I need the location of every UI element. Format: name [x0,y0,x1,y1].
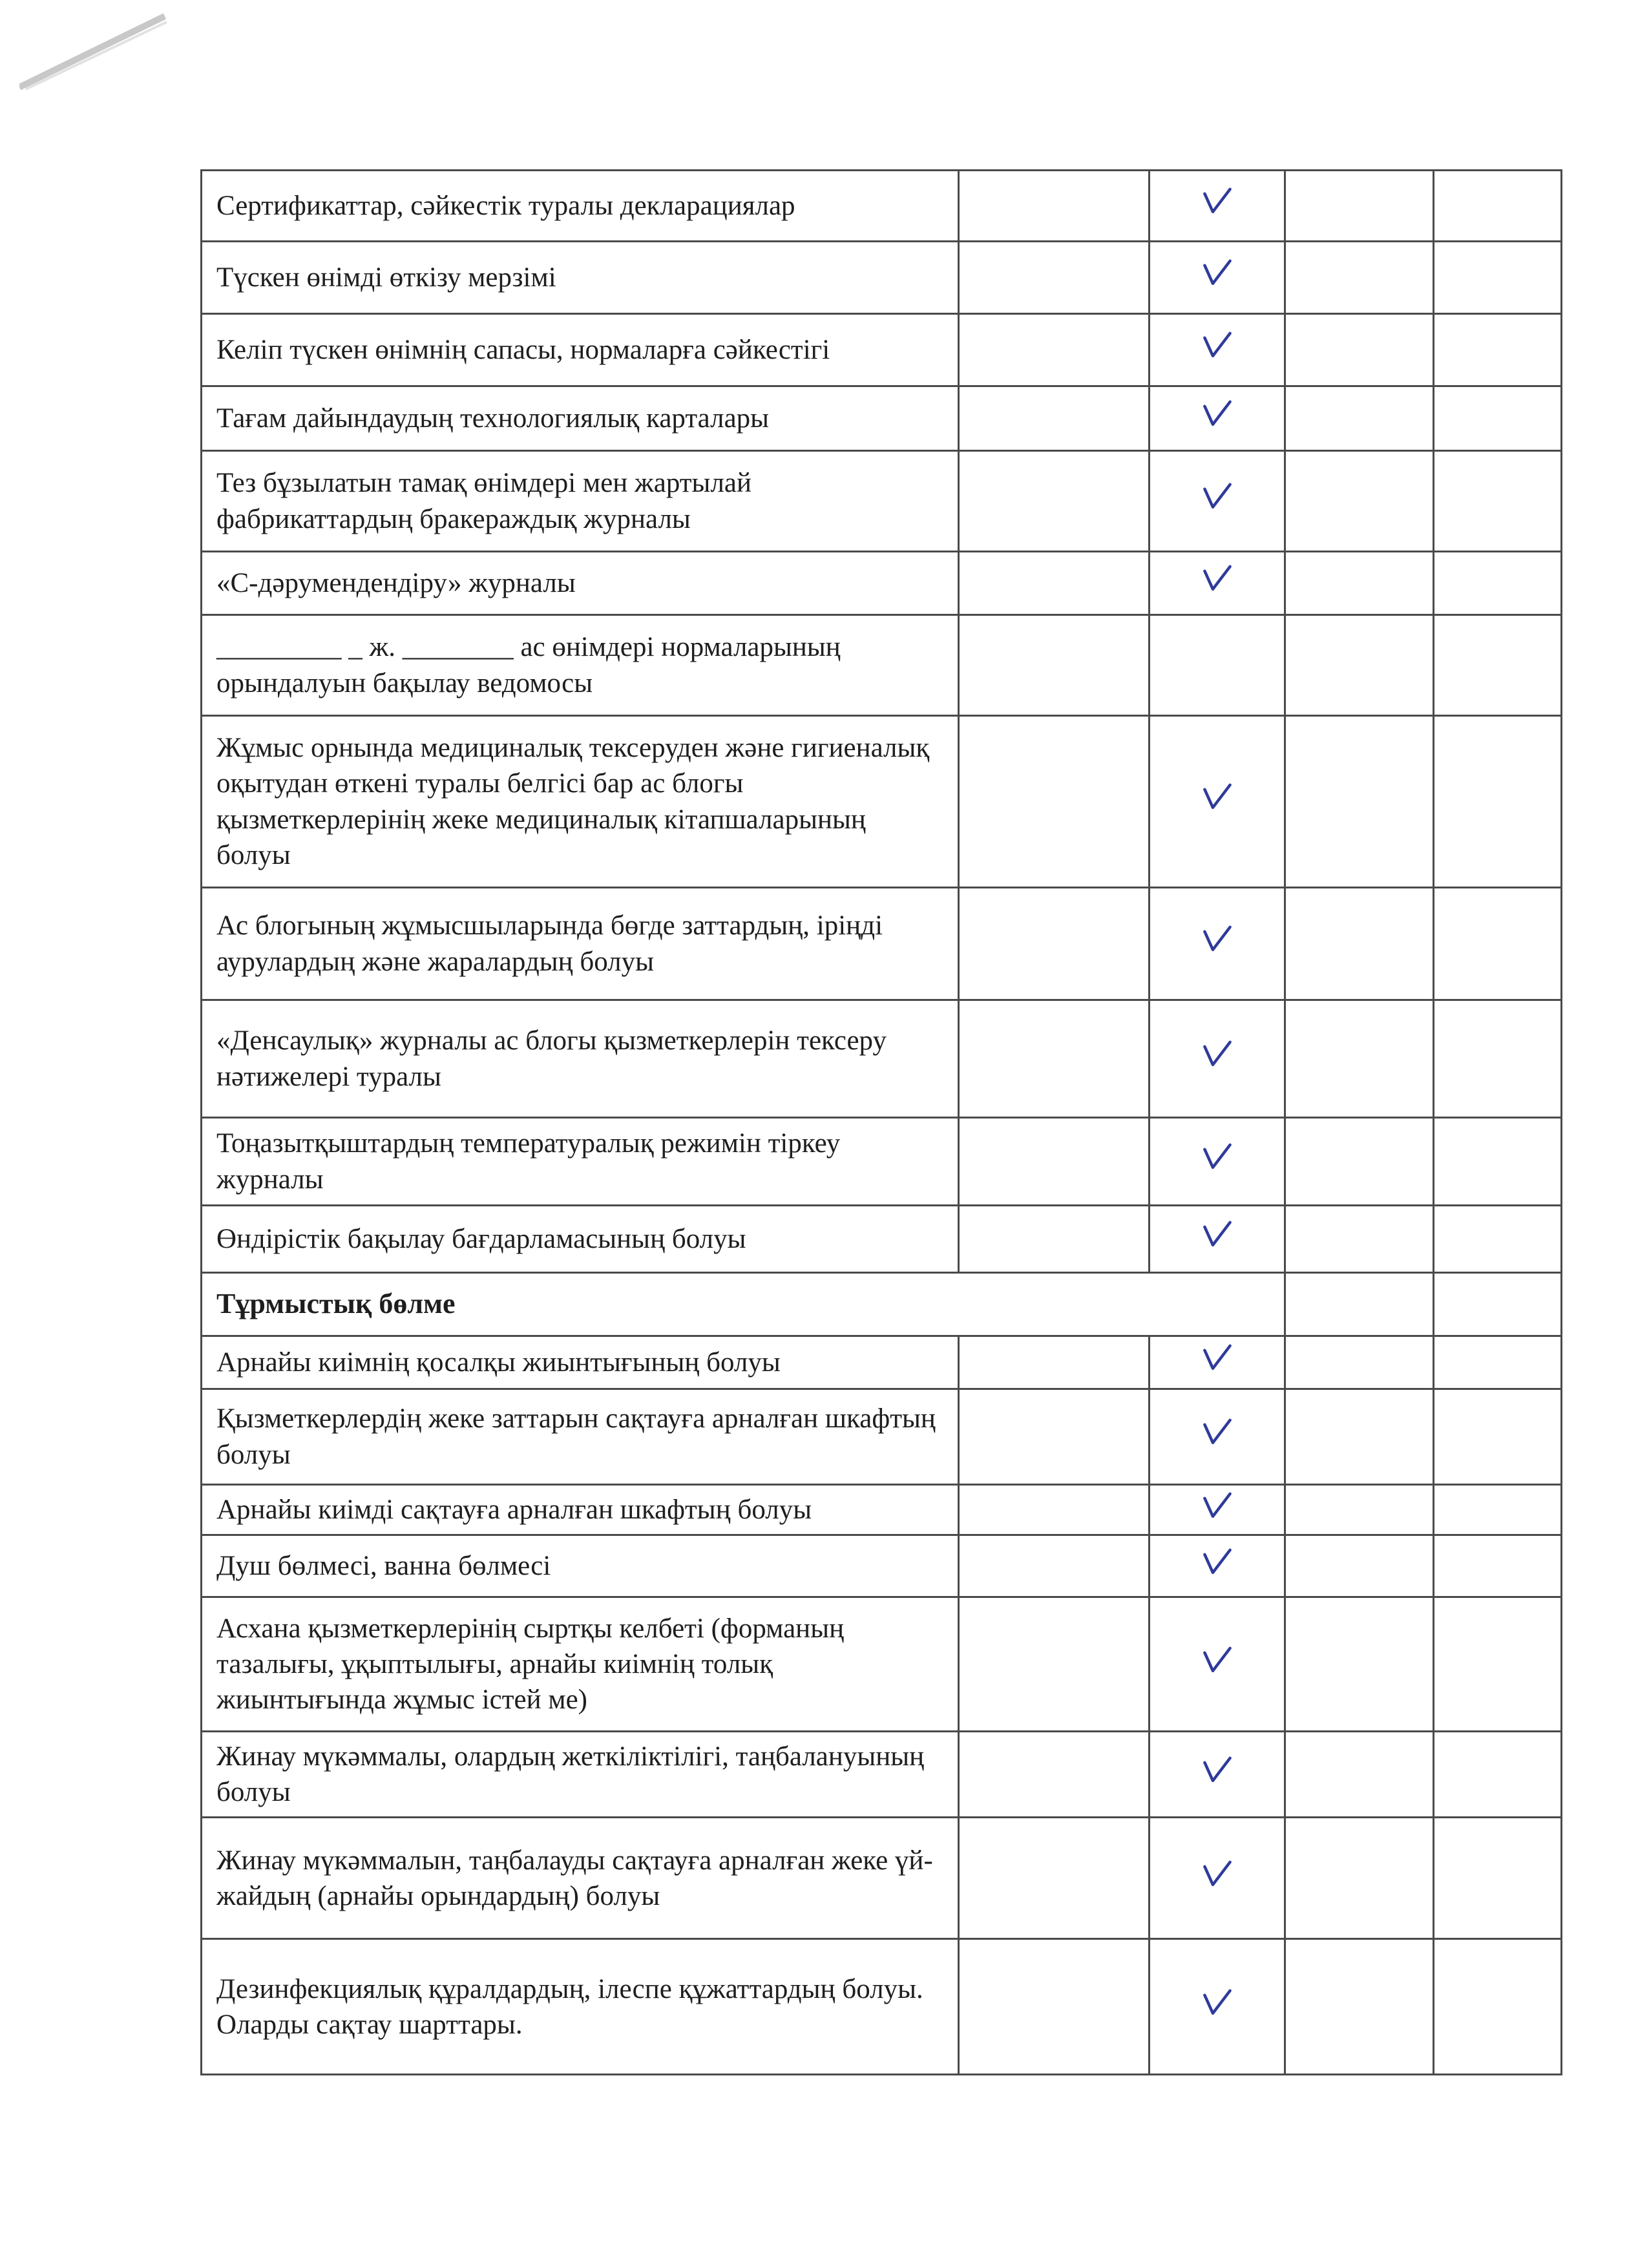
item-label: Түскен өнімді өткізу мерзімі [202,242,959,314]
empty-cell [959,1118,1150,1206]
checklist-row [202,1118,1562,1206]
mark-cell [1150,1000,1285,1118]
empty-cell [959,451,1150,552]
mark-cell [1150,888,1285,1000]
checkmark-icon [1199,1414,1235,1450]
empty-cell [1434,386,1562,451]
empty-cell [1285,1535,1434,1597]
empty-cell [1434,1273,1562,1336]
item-label: Сертификаттар, сәйкестік туралы декларациялар [202,171,959,242]
empty-cell [1285,1336,1434,1389]
mark-cell [1150,386,1285,451]
empty-cell [1285,1273,1434,1336]
section-title: Тұрмыстық бөлме [202,1273,1285,1336]
empty-cell [1285,615,1434,716]
checklist-row [202,888,1562,1000]
checkmark-icon [1199,255,1235,291]
empty-cell [1285,1389,1434,1485]
mark-cell [1150,1597,1285,1732]
empty-cell [1285,1000,1434,1118]
empty-cell [1285,1732,1434,1818]
empty-cell [1434,615,1562,716]
item-label: Душ бөлмесі, ванна бөлмесі [202,1535,959,1597]
item-label: Арнайы киімнің қосалқы жиынтығының болуы [202,1336,959,1389]
empty-cell [1434,1485,1562,1535]
empty-cell [959,1485,1150,1535]
checkmark-icon [1199,1856,1235,1892]
mark-cell [1150,451,1285,552]
checkmark-icon [1199,1487,1235,1524]
item-label: «Денсаулық» журналы ас блогы қызметкерлерін тексеру нәтижелері туралы [202,1000,959,1118]
checkmark-icon [1199,1139,1235,1175]
empty-cell [1285,451,1434,552]
item-label: Арнайы киімді сақтауға арналған шкафтың болуы [202,1485,959,1535]
checklist-body [202,171,1562,2075]
checklist-row [202,171,1562,242]
mark-cell [1150,1535,1285,1597]
mark-cell [1150,552,1285,615]
empty-cell [1434,888,1562,1000]
checklist-row [202,1389,1562,1485]
item-label: Жұмыс орнында медициналық тексеруден және гигиеналық оқытудан өткені туралы белгісі бар ас блогы қызметкерлерінің жеке медициналық кітапшаларының болуы [202,716,959,888]
empty-cell [959,1939,1150,2075]
empty-cell [1434,1206,1562,1273]
checklist-row [202,386,1562,451]
checklist-row [202,1818,1562,1939]
item-label: Тез бұзылатын тамақ өнімдері мен жартылай фабрикаттардың бракераждық журналы [202,451,959,552]
empty-cell [1285,314,1434,386]
item-label: Жинау мүкәммалы, олардың жеткіліктілігі, таңбалануының болуы [202,1732,959,1818]
checkmark-icon [1199,183,1235,219]
section-row [202,1273,1562,1336]
mark-cell [1150,716,1285,888]
empty-cell [1285,242,1434,314]
empty-cell [959,615,1150,716]
empty-cell [1285,1206,1434,1273]
empty-cell [1434,716,1562,888]
scan-edge-artifact [19,13,168,90]
checklist-row [202,1732,1562,1818]
mark-cell [1150,1818,1285,1939]
empty-cell [1434,1818,1562,1939]
checklist-row [202,314,1562,386]
empty-cell [1434,314,1562,386]
item-label: Тоңазытқыштардың температуралық режимін тіркеу журналы [202,1118,959,1206]
empty-cell [959,1000,1150,1118]
empty-cell [1285,888,1434,1000]
checklist-row [202,1597,1562,1732]
checkmark-icon [1199,478,1235,514]
empty-cell [1285,386,1434,451]
item-label: Өндірістік бақылау бағдарламасының болуы [202,1206,959,1273]
empty-cell [1285,1118,1434,1206]
checkmark-icon [1199,1216,1235,1252]
empty-cell [959,1206,1150,1273]
checklist-row [202,1206,1562,1273]
checklist-row [202,1535,1562,1597]
item-label: Ас блогының жұмысшыларында бөгде заттардың, іріңді аурулардың және жаралардың болуы [202,888,959,1000]
empty-cell [1434,1336,1562,1389]
item-label: Асхана қызметкерлерінің сыртқы келбеті (форманың тазалығы, ұқыптылығы, арнайы киімнің толық жиынтығында жұмыс істей ме) [202,1597,959,1732]
checklist-row [202,716,1562,888]
empty-cell [1434,171,1562,242]
checkmark-icon [1199,1984,1235,2021]
empty-cell [959,242,1150,314]
mark-cell [1150,615,1285,716]
mark-cell [1150,1336,1285,1389]
empty-cell [1434,1000,1562,1118]
empty-cell [959,314,1150,386]
checkmark-icon [1199,395,1235,432]
mark-cell [1150,1939,1285,2075]
item-label: Жинау мүкәммалын, таңбалауды сақтауға арналған жеке үй-жайдың (арнайы орындардың) болуы [202,1818,959,1939]
empty-cell [1434,1939,1562,2075]
checklist-row [202,242,1562,314]
empty-cell [1285,552,1434,615]
empty-cell [1285,1818,1434,1939]
mark-cell [1150,242,1285,314]
checkmark-icon [1199,779,1235,815]
checklist-row [202,1485,1562,1535]
checklist-row [202,1000,1562,1118]
mark-cell [1150,171,1285,242]
checkmark-icon [1199,1544,1235,1580]
mark-cell [1150,314,1285,386]
empty-cell [1285,1485,1434,1535]
checklist-row [202,552,1562,615]
checklist-row [202,451,1562,552]
empty-cell [959,1818,1150,1939]
mark-cell [1150,1485,1285,1535]
checkmark-icon [1199,1752,1235,1788]
empty-cell [959,171,1150,242]
item-label: Қызметкерлердің жеке заттарын сақтауға арналған шкафтың болуы [202,1389,959,1485]
checkmark-icon [1199,560,1235,596]
checkmark-icon [1199,921,1235,957]
empty-cell [959,1389,1150,1485]
item-label: Келіп түскен өнімнің сапасы, нормаларға сәйкестігі [202,314,959,386]
checkmark-icon [1199,1339,1235,1376]
empty-cell [1285,171,1434,242]
empty-cell [1285,1597,1434,1732]
mark-cell [1150,1389,1285,1485]
checklist-row [202,615,1562,716]
empty-cell [1285,1939,1434,2075]
item-label: _________ _ ж. ________ ас өнімдері нормаларының орындалуын бақылау ведомосы [202,615,959,716]
checkmark-icon [1199,1036,1235,1072]
empty-cell [959,716,1150,888]
item-label: «С-дәрумендендіру» журналы [202,552,959,615]
empty-cell [1434,1535,1562,1597]
item-label: Тағам дайындаудың технологиялық карталары [202,386,959,451]
empty-cell [959,1535,1150,1597]
empty-cell [959,386,1150,451]
empty-cell [1434,1732,1562,1818]
empty-cell [1434,451,1562,552]
empty-cell [1434,552,1562,615]
empty-cell [959,1597,1150,1732]
checkmark-icon [1199,1642,1235,1678]
item-label: Дезинфекциялық құралдардың, ілеспе құжаттардың болуы. Оларды сақтау шарттары. [202,1939,959,2075]
empty-cell [1434,1118,1562,1206]
empty-cell [959,552,1150,615]
empty-cell [959,888,1150,1000]
empty-cell [1285,716,1434,888]
inspection-checklist-table [200,169,1562,2075]
mark-cell [1150,1118,1285,1206]
mark-cell [1150,1206,1285,1273]
empty-cell [1434,1389,1562,1485]
checklist-row [202,1939,1562,2075]
empty-cell [959,1336,1150,1389]
mark-cell [1150,1732,1285,1818]
checkmark-icon [1199,327,1235,363]
checklist-row [202,1336,1562,1389]
empty-cell [959,1732,1150,1818]
empty-cell [1434,1597,1562,1732]
empty-cell [1434,242,1562,314]
